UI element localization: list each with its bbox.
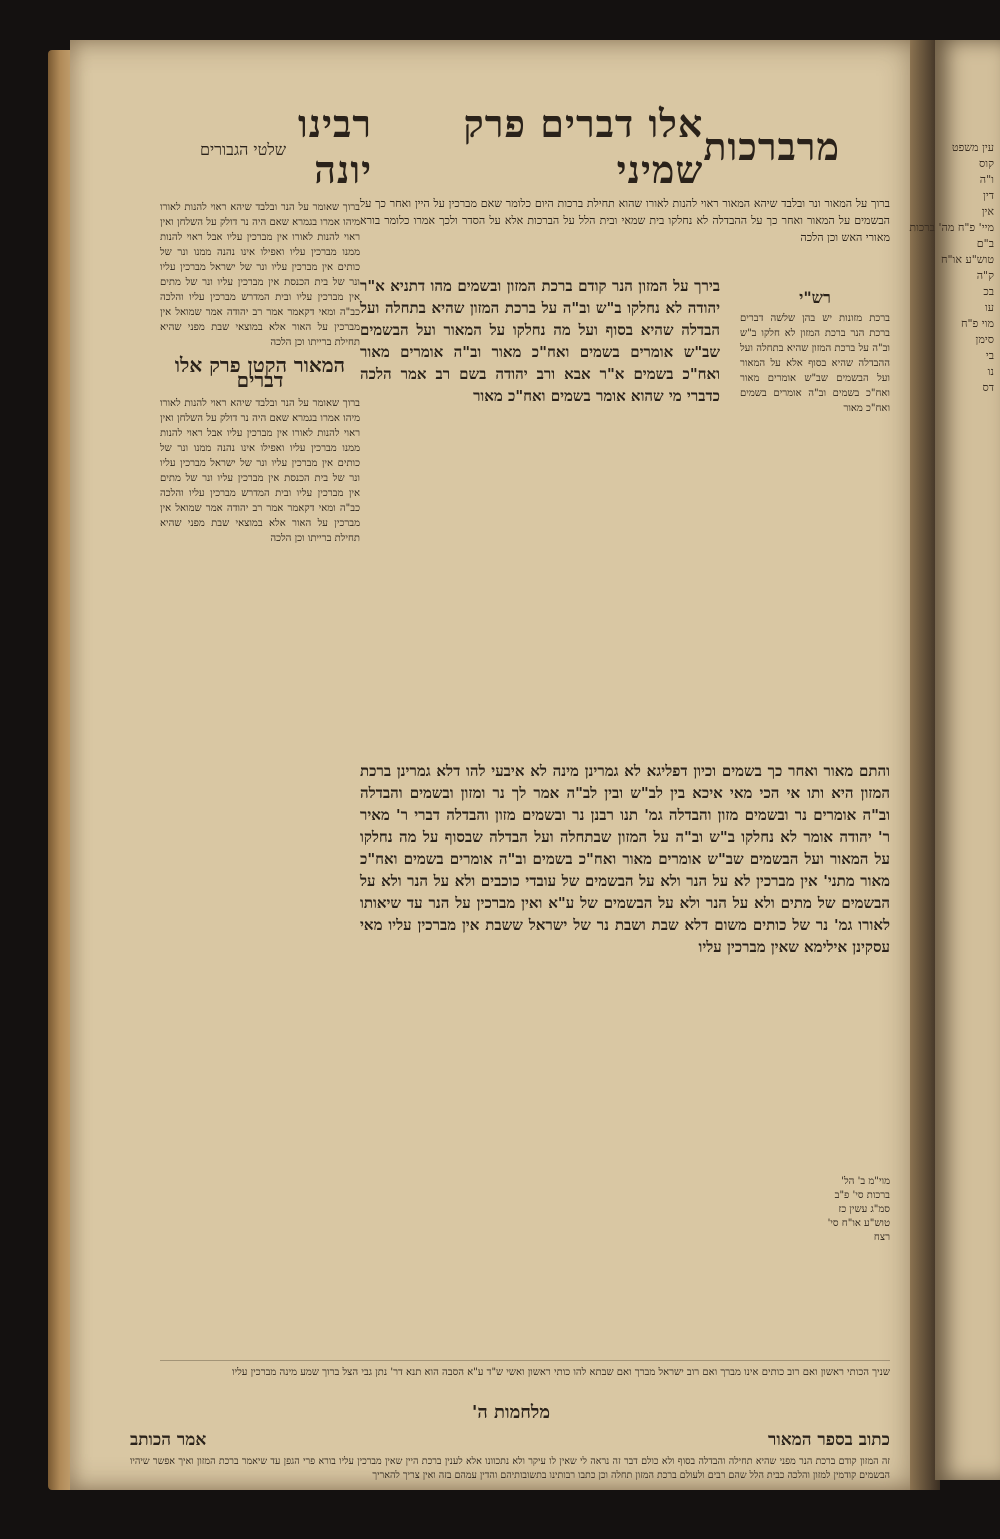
shiltei-footnote: שניך הכותי ראשון ואם רוב כותים אינו מברך ואם רוב ישראל מברך ואם שבתא להו כותי ראשון ואשי ש"ד ע"א הסבה הוא תנא דר' נתן גבי הצל ברוך שמע מינה מברכין עליו [160,1360,890,1380]
header-center: אלו דברים פרק שמיני [463,101,704,192]
next-page-line: בי [985,349,994,362]
header-folio: מר [796,124,840,169]
next-page-line: בכ [983,285,994,298]
side-heading: שלטי הגבורים [200,140,287,159]
next-page-line: ו"ה [979,173,994,186]
gemara-wide-text: והתם מאור ואחר כך בשמים וכיון דפליגא לא גמרינן מינה לא איבעי להו דלא גמרינן ברכת המזון היא ותו אי הכי מאי איכא בין לב"ש ובין לב"ה אמר לך נר ומזון ובשמים והבדלה וב"ה אומרים נר ובשמים מזון והבדלה גמ' תנו רבנן נר ובשמים מזון והבדלה דברי ר' מאיר ר' יהודה אומר לא נחלקו ב"ש וב"ה על המזון שבתחלה ועל הבדלה שבסוף על מה נחלקו על המאור ועל הבשמים שב"ש אומרים מאור ואח"כ בשמים וב"ה אומרים בשמים ואח"כ מאור מתני' אין מברכין לא על הנר ולא על הבשמים של עובדי כוכבים ולא על הנר ולא על הבשמים של מתים ולא על הנר ולא על הבשמים של ע"א ואין מברכין על הנר עד שיאותו לאורו גמ' נר של כותים משום דלא שבת ושבת נר של ישראל ששבת אין מברכין עליו מאי עסקינן אילימא שאין מברכין עליו [360,762,890,956]
rashi-title: רש"י [799,288,831,307]
maor-text-bottom: ברוך שאומר על הנר ובלבד שיהא ראוי להנות לאורו מיהו אמרו בגמרא שאם היה נר דולק על השלחן ואין ראוי להנות לאורו אין מברכין עליו אבל ראוי להנות ממנו מברכין עליו ואפילו אינו נהנה ממנו ונר של כותים אין מברכין עליו ונר של ישראל מברכין עליו ונר של בית הכנסת אין מברכין עליו ונר של מתים אין מברכין עליו ובית המדרש מברכין עליו והלכה כב"ה ומאי דקאמר אמר רב יהודה אמר שמואל אין מברכין על האור אלא במוצאי שבת מפני שהיא תחילת ברייתו וכן הלכה [160,398,360,544]
top-commentary: ברוך על המאור ונר ובלבד שיהא המאור ראוי להנות לאורו שהוא תחילת ברכות היום כלומר שאם מברכין על היין ואחר כך על הבשמים על המאור ואחר כך על ההבדלה לא נחלקו בית שמאי ובית הלל על הברכות אלא על הסדר ולכך אמרו כלומר בורא מאורי האש וכן הלכה [360,197,890,244]
rashi-commentary [740,290,890,760]
maor-column [160,200,360,1370]
next-page-line: עין משפט [951,141,994,154]
next-page-line: טוש"ע או"ח [940,253,994,266]
next-page-line: סימן [975,333,994,346]
bottom-headings [130,1430,890,1450]
next-page-line: ק"ה [976,269,994,282]
next-page-line: מיי' פ"ח מה' ברכות [909,221,994,234]
running-head [230,101,840,192]
next-page-line: קוס [979,157,994,170]
gemara-main-text: בירך על המזון הנר קודם ברכת המזון ובשמים מהו דתניא א"ר יהודה לא נחלקו ב"ש וב"ה על ברכת המזון שהיא בתחלה ועל הבדלה שהיא בסוף ועל מה נחלקו על המאור ועל הבשמים שב"ש אומרים בשמים ואח"כ מאור וב"ה אומרים מאור ואח"כ בשמים א"ר אבא ורב יהודה בשם רב אמר הלכה כדברי מי שהוא אומר בשמים ואח"כ מאור [360,277,720,405]
maor-text-top: ברוך שאומר על הנר ובלבד שיהא ראוי להנות לאורו מיהו אמרו בגמרא שאם היה נר דולק על השלחן ואין ראוי להנות לאורו אין מברכין עליו אבל ראוי להנות ממנו מברכין עליו ואפילו אינו נהנה ממנו ונר של כותים אין מברכין עליו ונר של ישראל מברכין עליו ונר של בית הכנסת אין מברכין עליו ונר של מתים אין מברכין עליו ובית המדרש מברכין עליו והלכה כב"ה ומאי דקאמר אמר רב יהודה אמר שמואל אין מברכין על האור אלא במוצאי שבת מפני שהיא תחילת ברייתו וכן הלכה [160,202,360,348]
next-page-line: עו [984,301,994,314]
right-page-sliver [909,40,1000,1480]
next-page-line: מוי פ"ח [960,317,994,330]
bottom-head-right: כתוב בספר המאור [768,1430,890,1450]
next-page-line: ב"ם [976,237,994,250]
rashi-text: ברכת מזונות יש בהן שלשה דברים ברכת הנר ברכת המזון לא חלקו ב"ש וב"ה על ברכת המזון שהיא בתחלה ועל ההבדלה שהיא בסוף אלא על המאור ועל הבשמים שב"ש אומרים מאור ואח"כ בשמים וב"ה אומרים בשמים ואח"כ מאור [740,313,890,414]
left-page [70,40,930,1490]
header-right: ברכות [703,124,797,169]
next-page-line: דס [982,381,994,394]
bottom-commentary: זה המזון קודם ברכת הנר מפני שהיא תחילה והבדלה בסוף ולא כולם דבר זה נראה לי שאין לו עיקר ולא נתכוונו אלא לענין ברכת היין שאין מברכין עליו בורא פרי הגפן עד שיאמר ברכת המזון ואיך אפשר שיהיו הבשמים קודמין למזון והלכה כבית הלל שהם רבים ולעולם ברכת המזון תחלה וכן כתבו רבותינו בתשובותיהם והדין עמהם בזה ואין צריך להאריך [130,1456,890,1481]
next-page-line: אין [981,205,994,218]
next-page-line: נו [987,365,994,378]
bottom-head-left: אמר הכותב [130,1430,207,1450]
maor-section-title: המאור הקטן פרק אלו דברים [174,353,346,392]
milchemet-title: מלחמות ה' [471,1402,550,1423]
header-left: רבינו יונה [298,101,373,192]
margin-note: מוי"מ ב' הל' ברכות סי' פ"ב סמ"ג עשין כז טוש"ע או"ח סי' רצח [827,1176,890,1243]
next-page-line: דין [983,189,994,202]
